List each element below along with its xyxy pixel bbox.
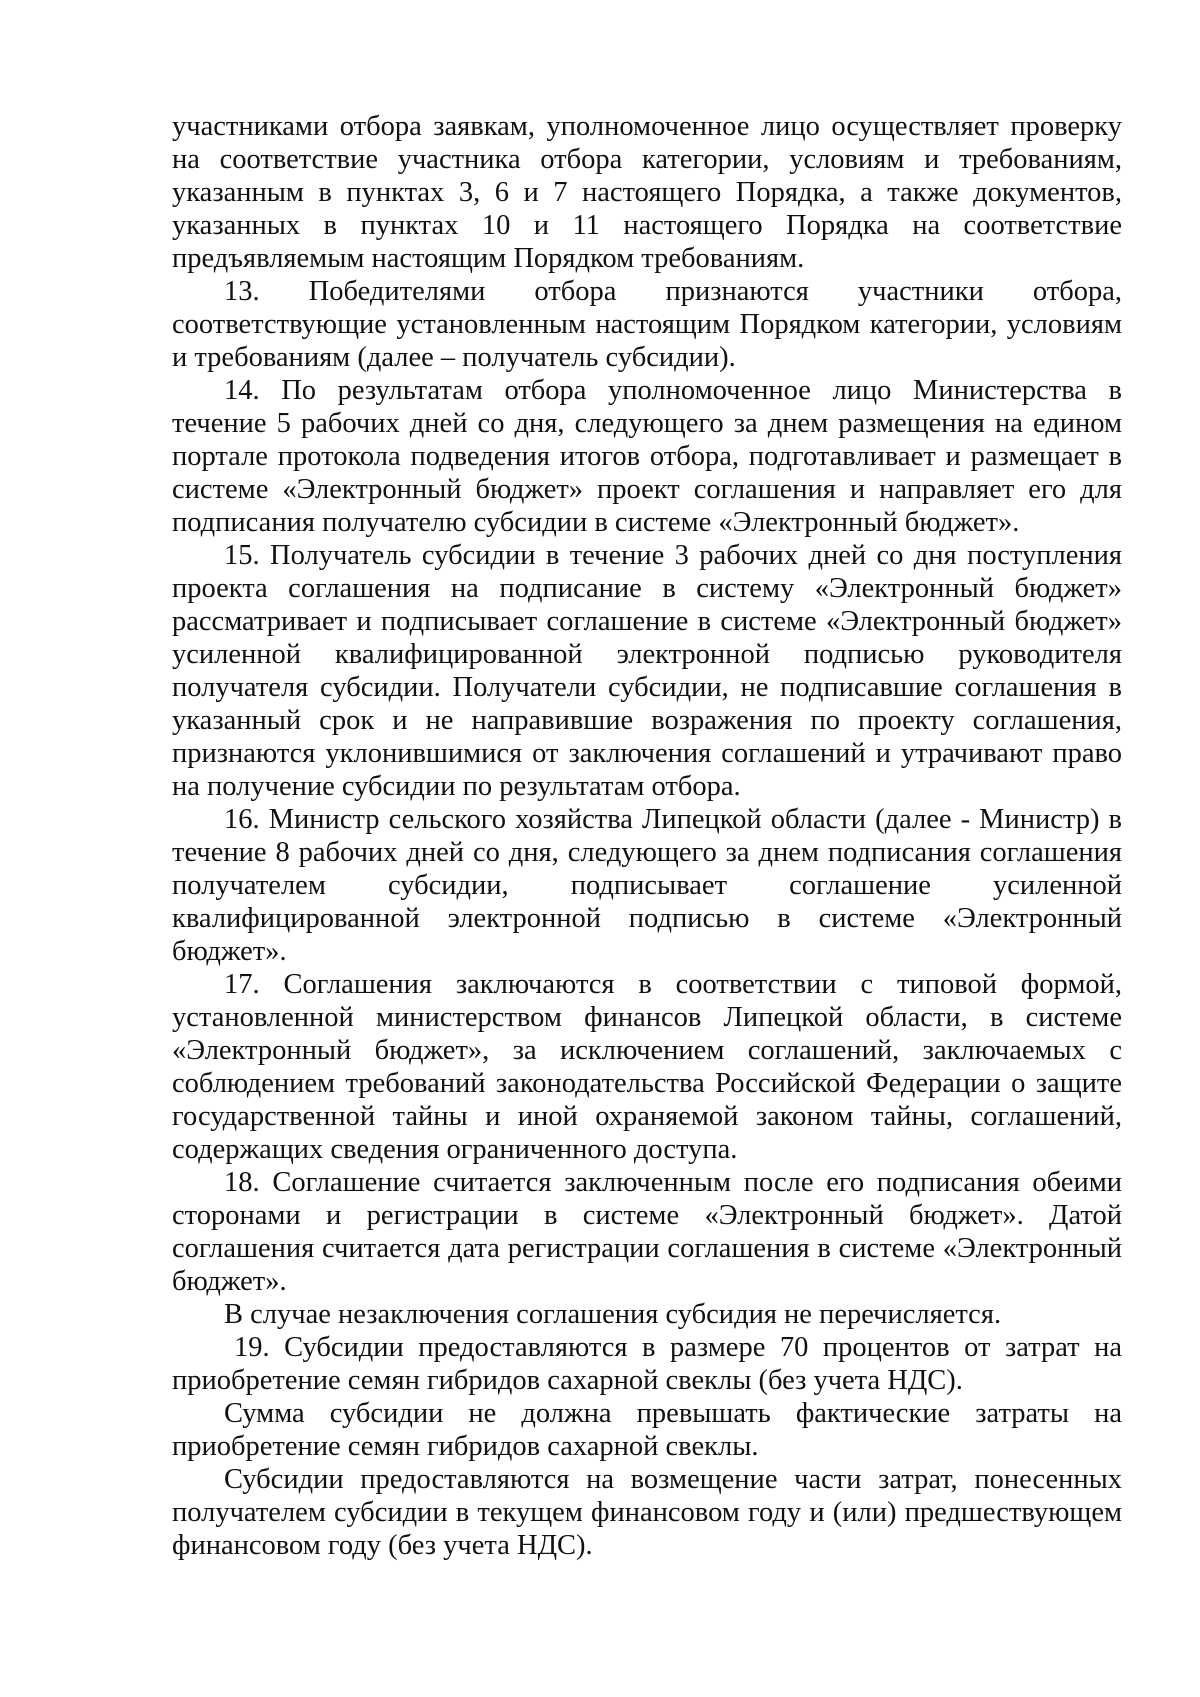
paragraph-16: 16. Министр сельского хозяйства Липецкой области (далее - Министр) в течение 8 рабочих дней со дня, следующего за днем подписания соглашения получателем субсидии, подписывает соглашение усиленной квалифицированной электронной подписью в системе «Электронный бюджет».: [172, 804, 1122, 967]
paragraph-17: 17. Соглашения заключаются в соответствии с типовой формой, установленной министерством финансов Липецкой области, в системе «Электронный бюджет», за исключением соглашений, заключаемых с соблюдением требований законодательства Российской Федерации о защите государственной тайны и иной охраняемой законом тайны, соглашений, содержащих сведения ограниченного доступа.: [172, 969, 1122, 1165]
paragraph-subsidy-amount: Сумма субсидии не должна превышать фактические затраты на приобретение семян гибридов сахарной свеклы.: [172, 1398, 1122, 1462]
paragraph-subsidy-compensation: Субсидии предоставляются на возмещение части затрат, понесенных получателем субсидии в текущем финансовом году и (или) предшествующем финансовом году (без учета НДС).: [172, 1464, 1122, 1561]
paragraph-19: 19. Субсидии предоставляются в размере 70 процентов от затрат на приобретение семян гибридов сахарной свеклы (без учета НДС).: [172, 1332, 1122, 1396]
paragraph-18: 18. Соглашение считается заключенным после его подписания обеими сторонами и регистрации в системе «Электронный бюджет». Датой соглашения считается дата регистрации соглашения в системе «Электронный бюджет».: [172, 1167, 1122, 1297]
paragraph-13: 13. Победителями отбора признаются участники отбора, соответствующие установленным настоящим Порядком категории, условиям и требованиям (далее – получатель субсидии).: [172, 276, 1122, 373]
paragraph-continuation: участниками отбора заявкам, уполномоченное лицо осуществляет проверку на соответствие участника отбора категории, условиям и требованиям, указанным в пунктах 3, 6 и 7 настоящего Порядка, а также документов, указанных в пунктах 10 и 11 настоящего Порядка на соответствие предъявляемым настоящим Порядком требованиям.: [172, 111, 1122, 274]
paragraph-15: 15. Получатель субсидии в течение 3 рабочих дней со дня поступления проекта соглашения на подписание в систему «Электронный бюджет» рассматривает и подписывает соглашение в системе «Электронный бюджет» усиленной квалифицированной электронной подписью руководителя получателя субсидии. Получатели субсидии, не подписавшие соглашения в указанный срок и не направившие возражения по проекту соглашения, признаются уклонившимися от заключения соглашений и утрачивают право на получение субсидии по результатам отбора.: [172, 540, 1122, 802]
paragraph-no-agreement: В случае незаключения соглашения субсидия не перечисляется.: [224, 1299, 1002, 1330]
document-page: [172, 110, 1122, 1562]
paragraph-14: 14. По результатам отбора уполномоченное лицо Министерства в течение 5 рабочих дней со дня, следующего за днем размещения на едином портале протокола подведения итогов отбора, подготавливает и размещает в системе «Электронный бюджет» проект соглашения и направляет его для подписания получателю субсидии в системе «Электронный бюджет».: [172, 375, 1122, 538]
